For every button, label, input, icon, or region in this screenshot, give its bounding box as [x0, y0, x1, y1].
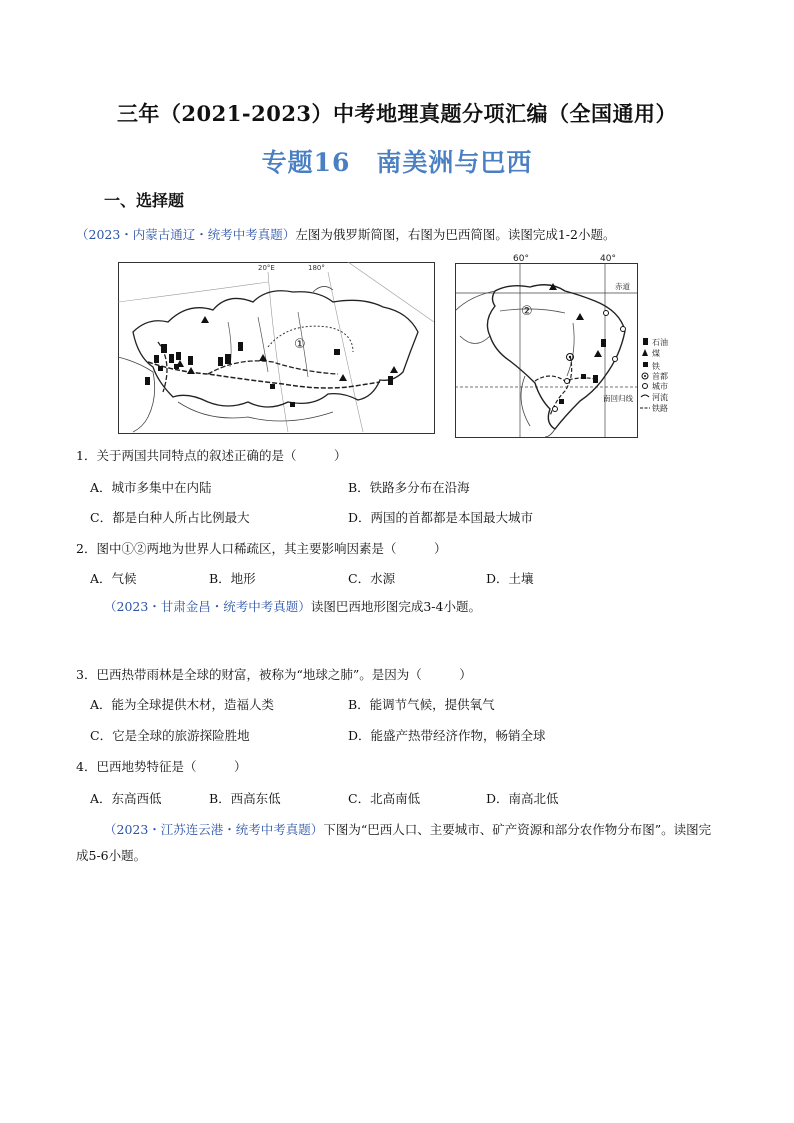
question-3-stem: 3．巴西热带雨林是全球的财富，被称为“地球之肺”。是因为（ ）: [76, 667, 472, 682]
legend-oil: 石油: [652, 338, 668, 347]
topic-subtitle: 专题16 南美洲与巴西: [261, 148, 533, 177]
legend-river: 河流: [652, 393, 668, 402]
q4-option-c[interactable]: C．北高南低: [348, 791, 421, 806]
legend-iron: 铁: [652, 362, 660, 371]
q4-option-a[interactable]: A．东高西低: [90, 791, 162, 806]
legend-railway: 铁路: [652, 404, 668, 413]
q2-option-b[interactable]: B．地形: [209, 571, 256, 586]
question-4-stem: 4．巴西地势特征是（ ）: [76, 759, 247, 774]
russia-map: [118, 262, 435, 434]
longitude-label-60: 60°: [513, 254, 529, 264]
longitude-label-40: 40°: [600, 254, 616, 264]
brazil-map: [455, 251, 685, 439]
q1-option-b[interactable]: B．铁路多分布在沿海: [348, 480, 470, 495]
q1-option-a[interactable]: A．城市多集中在内陆: [90, 480, 212, 495]
q2-option-c[interactable]: C．水源: [348, 571, 396, 586]
intro-text: 读图巴西地形图完成3-4小题。: [310, 599, 481, 614]
legend-city: 城市: [652, 382, 668, 391]
q1-option-c[interactable]: C．都是白种人所占比例最大: [90, 510, 250, 525]
equator-label: 赤道: [615, 282, 630, 291]
tropic-label: 南回归线: [603, 394, 633, 403]
intro-paragraph-1: [76, 224, 716, 246]
intro-text: 下图为“巴西人口、主要城市、矿产资源和部分农作物分布图”。读图完成5-6小题。: [76, 822, 712, 863]
q3-option-d[interactable]: D．能盛产热带经济作物，畅销全球: [348, 728, 546, 743]
question-2-stem: 2．图中①②两地为世界人口稀疏区，其主要影响因素是（ ）: [76, 541, 447, 556]
q2-option-a[interactable]: A．气候: [90, 571, 137, 586]
question-1-stem: 1．关于两国共同特点的叙述正确的是（ ）: [76, 448, 347, 463]
q1-option-d[interactable]: D．两国的首都都是本国最大城市: [348, 510, 534, 525]
page-title: 三年（2021-2023）中考地理真题分项汇编（全国通用）: [116, 101, 678, 126]
region-marker-2: ②: [521, 304, 533, 319]
longitude-label-180: 180°: [308, 264, 325, 272]
q4-option-d[interactable]: D．南高北低: [486, 791, 559, 806]
region-marker-1: ①: [294, 337, 306, 352]
map-legend: [640, 337, 668, 413]
legend-coal: 煤: [652, 349, 660, 358]
section-heading: 一、选择题: [104, 191, 185, 210]
q4-option-b[interactable]: B．西高东低: [209, 791, 281, 806]
q2-option-d[interactable]: D．土壤: [486, 571, 534, 586]
source-tag: （2023・内蒙古通辽・统考中考真题）: [76, 227, 296, 242]
q3-option-c[interactable]: C．它是全球的旅游探险胜地: [90, 728, 250, 743]
longitude-label-20e: 20°E: [258, 264, 275, 272]
source-tag: （2023・甘肃金昌・统考中考真题）: [104, 599, 311, 614]
legend-capital: 首都: [652, 372, 668, 381]
q3-option-a[interactable]: A．能为全球提供木材，造福人类: [90, 697, 275, 712]
intro-paragraph-2: [104, 596, 704, 618]
intro-text: 左图为俄罗斯简图，右图为巴西简图。读图完成1-2小题。: [295, 227, 616, 242]
intro-paragraph-3: [76, 817, 712, 869]
source-tag: （2023・江苏连云港・统考中考真题）: [104, 822, 324, 837]
q3-option-b[interactable]: B．能调节气候，提供氧气: [348, 697, 495, 712]
